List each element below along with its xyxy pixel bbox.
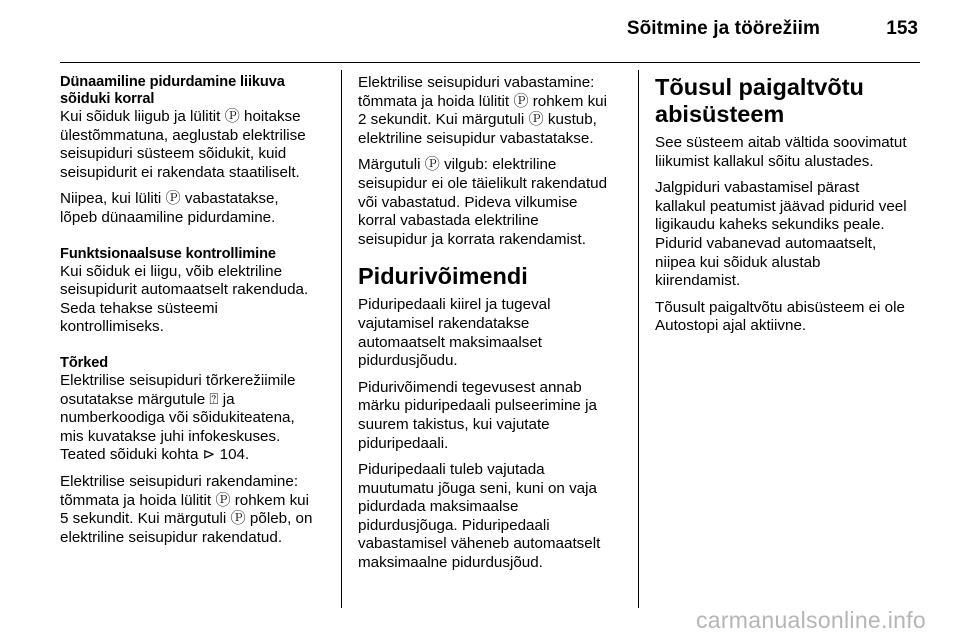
- column-2: [358, 74, 630, 581]
- running-title: Sõitmine ja töörežiim: [626, 18, 820, 39]
- column-1: [60, 74, 332, 555]
- column-3: [655, 74, 930, 344]
- paragraph: Elektrilise seisupiduri rakendamine: tõmmata ja hoida lülitit Ⓟ rohkem kui 5 sekundit. Kui märgutuli Ⓟ põleb, on elektriline seisupidur rakendatud.: [60, 472, 313, 546]
- subheading-dynamic-braking: Dünaamiline pidurdamine liikuva sõiduki korral: [60, 74, 285, 107]
- paragraph: Märgutuli Ⓟ vilgub: elektriline seisupidur ei ole täielikult rakendatud või vabastatud. Pideva vilkumise korral vabastada elektriline seisupidur ja korrata rakendamist.: [358, 156, 608, 248]
- paragraph: Kui sõiduk ei liigu, võib elektriline seisupidurit automaatselt rakenduda. Seda tehakse süsteemi kontrollimiseks.: [60, 262, 309, 336]
- paragraph: Jalgpiduri vabastamisel pärast kallakul peatumist jäävad pidurid veel ligikaudu kaheks sekundiks peale. Pidurid vabanevad automaatselt, niipea kui sõiduk alustab kiirendamist.: [655, 179, 907, 290]
- column-divider-1: [341, 70, 342, 608]
- paragraph: Piduripedaali kiirel ja tugeval vajutamisel rakendatakse automaatselt maksimaalset pidurdusjõudu.: [358, 296, 551, 370]
- watermark: carmanualsonline.info: [695, 607, 926, 633]
- header-divider: [60, 62, 920, 63]
- paragraph: Elektrilise seisupiduri tõrkerežiimile osutatakse märgutule ⍰ ja numberkoodiga või sõidukiteatena, mis kuvatakse juhi infokeskuses. Teated sõiduki kohta ⊳ 104.: [60, 371, 296, 464]
- section-heading-brake-assist: Pidurivõimendi: [358, 263, 528, 290]
- page-header: [0, 0, 960, 62]
- paragraph: Piduripedaali tuleb vajutada muutumatu jõuga seni, kuni on vaja pidurdada maksimaalse pidurdusjõuga. Piduripedaali vabastamisel väheneb automaatselt maksimaalne pidurdusjõud.: [358, 461, 601, 572]
- paragraph: Tõusult paigaltvõtu abisüsteem ei ole Autostopi ajal aktiivne.: [655, 298, 905, 335]
- paragraph: Kui sõiduk liigub ja lülitit Ⓟ hoitakse ülestõmmatuna, aeglustab elektrilise seisupiduri süsteem sõidukit, kuid seisupidurit ei rakendata staatiliselt.: [60, 108, 306, 181]
- paragraph: Niipea, kui lüliti Ⓟ vabastatakse, lõpeb dünaamiline pidurdamine.: [60, 190, 279, 226]
- subheading-faults: Tõrked: [60, 354, 109, 371]
- section-heading-hill-start-assist: Tõusul paigaltvõtu abisüsteem: [655, 74, 864, 127]
- paragraph: See süsteem aitab vältida soovimatut liikumist kallakul sõitu alustades.: [655, 134, 907, 170]
- page-number: 153: [886, 18, 918, 39]
- paragraph: Pidurivõimendi tegevusest annab märku piduripedaali pulseerimine ja suurem takistus, kui vajutate piduripedaali.: [358, 378, 597, 452]
- subheading-function-check: Funktsionaalsuse kontrollimine: [60, 245, 276, 262]
- paragraph: Elektrilise seisupiduri vabastamine: tõmmata ja hoida lülitit Ⓟ rohkem kui 2 sekundit. Kui märgutuli Ⓟ kustub, elektriline seisupidur vabastatakse.: [358, 74, 608, 147]
- column-divider-2: [638, 70, 639, 608]
